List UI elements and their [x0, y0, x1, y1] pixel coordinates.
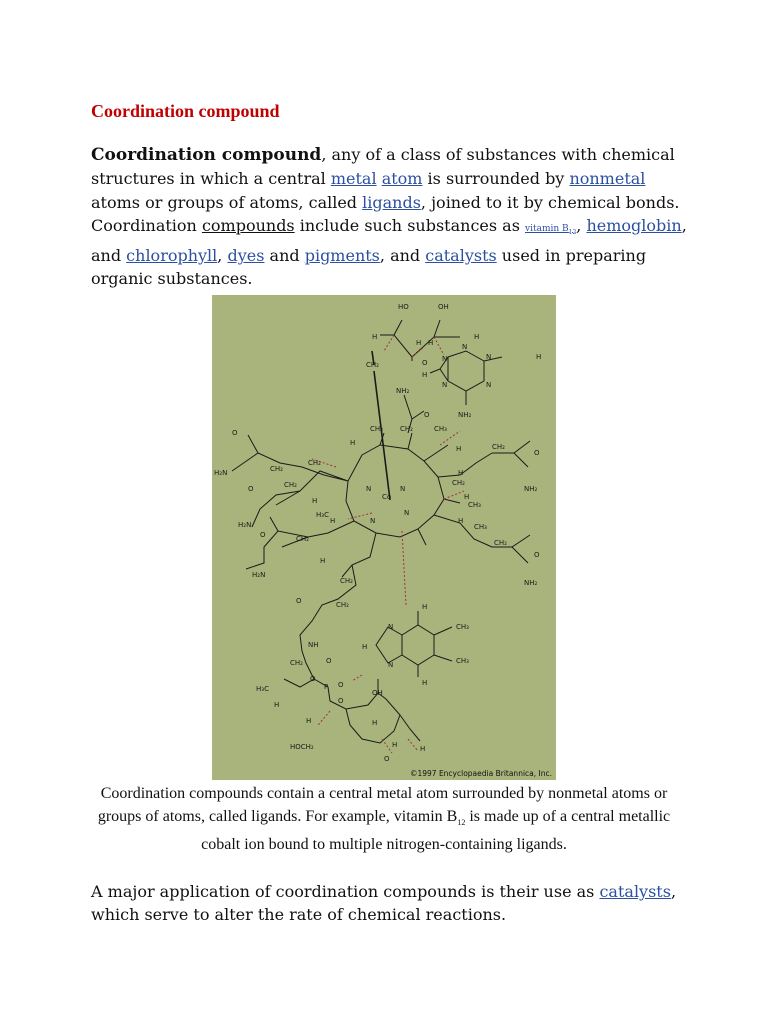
label-o: O [296, 597, 302, 605]
label-n: N [486, 381, 492, 389]
link-pigments[interactable]: pigments [304, 245, 380, 265]
label-o: O [424, 411, 430, 419]
application-paragraph [91, 880, 691, 926]
caption-text: is made up of a central metallic cobalt ion bound to multiple nitrogen-containing ligands. [201, 807, 671, 854]
label-ch2: CH₂ [270, 465, 283, 473]
intro-text: and [264, 245, 305, 265]
label-n: N [404, 509, 410, 517]
label-ch3: CH₃ [468, 501, 481, 509]
label-o: O [310, 675, 316, 683]
label-ch2: CH₂ [400, 425, 413, 433]
intro-text: , joined to it by chemical bonds. Coordination [91, 192, 680, 235]
link-hemoglobin[interactable]: hemoglobin [586, 215, 682, 235]
label-h: H [320, 557, 326, 565]
label-h2n: H₂N [252, 571, 266, 579]
label-ch2: CH₂ [290, 659, 303, 667]
label-ch2: CH₂ [366, 361, 379, 369]
page-title: Coordination compound [91, 101, 280, 121]
label-h: H [362, 643, 368, 651]
label-o: O [384, 755, 390, 763]
label-nh2: NH₂ [396, 387, 410, 395]
label-h: H [536, 353, 542, 361]
label-ho: HO [398, 303, 409, 311]
link-vitamin-sub: 12 [568, 228, 577, 236]
label-n: N [400, 485, 406, 493]
link-nonmetal[interactable]: nonmetal [569, 169, 646, 189]
label-nh2: NH₂ [524, 485, 538, 493]
link-dyes[interactable]: dyes [227, 245, 265, 265]
intro-text: , and [379, 245, 426, 265]
label-hoch2: HOCH₂ [290, 743, 314, 751]
label-o: O [248, 485, 254, 493]
application-text: , which serve to alter the rate of chemical reactions. [91, 882, 677, 924]
label-h: H [422, 679, 428, 687]
label-o: O [232, 429, 238, 437]
molecule-diagram [212, 295, 556, 765]
label-ch2: CH₂ [336, 601, 349, 609]
label-n: N [370, 517, 376, 525]
label-ch2: CH₂ [296, 535, 309, 543]
label-h: H [458, 469, 464, 477]
label-nh2: NH₂ [524, 579, 538, 587]
label-o: O [338, 681, 344, 689]
link-ligands[interactable]: ligands [362, 192, 421, 212]
dashed-bond-lines [312, 335, 464, 753]
caption-subscript: 12 [457, 817, 466, 827]
link-compounds[interactable]: compounds [201, 215, 295, 235]
label-ch2: CH₂ [492, 443, 505, 451]
intro-text: atoms or groups of atoms, called [91, 192, 363, 212]
label-h: H [464, 493, 470, 501]
label-n: N [462, 343, 468, 351]
label-o: O [422, 359, 428, 367]
label-h: H [416, 339, 422, 347]
link-vitamin-b12[interactable] [525, 224, 576, 234]
label-nh2: NH₂ [458, 411, 472, 419]
label-oh: OH [372, 689, 383, 697]
label-n: N [388, 623, 394, 631]
figure-credit: ©1997 Encyclopaedia Britannica, Inc. [409, 769, 552, 778]
label-n: N [366, 485, 372, 493]
label-n: N [442, 355, 448, 363]
label-h2n: H₂N [214, 469, 228, 477]
label-h3c: H₃C [316, 511, 329, 519]
intro-paragraph [91, 143, 691, 291]
label-h: H [274, 701, 280, 709]
link-chlorophyll[interactable]: chlorophyll [126, 245, 218, 265]
label-h: H [456, 445, 462, 453]
link-vitamin-text: vitamin B [525, 223, 569, 234]
intro-text: include such substances as [294, 215, 525, 235]
label-n: N [442, 381, 448, 389]
label-h: H [458, 517, 464, 525]
label-ch2: CH₂ [340, 577, 353, 585]
label-h: H [350, 439, 356, 447]
label-o: O [326, 657, 332, 665]
label-h: H [330, 517, 336, 525]
label-nh: NH [308, 641, 319, 649]
label-n: N [486, 353, 492, 361]
intro-text: , any of a class of substances with chemical structures in which a central [91, 145, 675, 189]
label-ch3: CH₃ [456, 657, 469, 665]
link-atom[interactable]: atom [381, 169, 423, 189]
label-o: O [338, 697, 344, 705]
caption-text: Coordination compounds contain a central metal atom surrounded by nonmetal atoms or groups of atoms, called ligands. For example, vitamin B [97, 785, 668, 825]
intro-text: used in preparing organic substances. [91, 245, 647, 289]
label-h2n: H₂N [238, 521, 252, 529]
link-catalysts[interactable]: catalysts [425, 245, 497, 265]
label-h: H [428, 339, 434, 347]
label-h: H [312, 497, 318, 505]
label-ch3: CH₃ [474, 523, 487, 531]
label-h: H [422, 603, 428, 611]
label-ch2: CH₂ [452, 479, 465, 487]
label-h3c: H₃C [256, 685, 269, 693]
intro-text: , and [91, 215, 687, 265]
figure-caption [96, 783, 672, 857]
application-text: A major application of coordination compounds is their use as [91, 882, 600, 901]
label-h: H [422, 371, 428, 379]
label-o: O [534, 551, 540, 559]
intro-text: , [576, 215, 587, 235]
label-h: H [474, 333, 480, 341]
label-ch2: CH₂ [308, 459, 321, 467]
label-h: H [306, 717, 312, 725]
label-o: O [534, 449, 540, 457]
label-h: H [420, 745, 426, 753]
label-o: O [260, 531, 266, 539]
link-metal[interactable]: metal [330, 169, 377, 189]
label-h: H [372, 719, 378, 727]
label-ch3: CH₃ [456, 623, 469, 631]
label-ch3: CH₃ [434, 425, 447, 433]
label-ch3: CH₃ [370, 425, 383, 433]
label-oh: OH [438, 303, 449, 311]
label-ch2: CH₂ [284, 481, 297, 489]
vitamin-b12-structure-figure [212, 295, 556, 780]
intro-text: is surrounded by [422, 169, 570, 189]
label-p: P [324, 683, 329, 691]
label-co: Co [382, 493, 392, 501]
label-h: H [372, 333, 378, 341]
label-ch2: CH₂ [494, 539, 507, 547]
intro-text: , [217, 245, 228, 265]
link-catalysts-2[interactable]: catalysts [599, 882, 671, 901]
label-h: H [392, 741, 398, 749]
label-n: N [388, 661, 394, 669]
lead-term: Coordination compound [91, 145, 322, 165]
